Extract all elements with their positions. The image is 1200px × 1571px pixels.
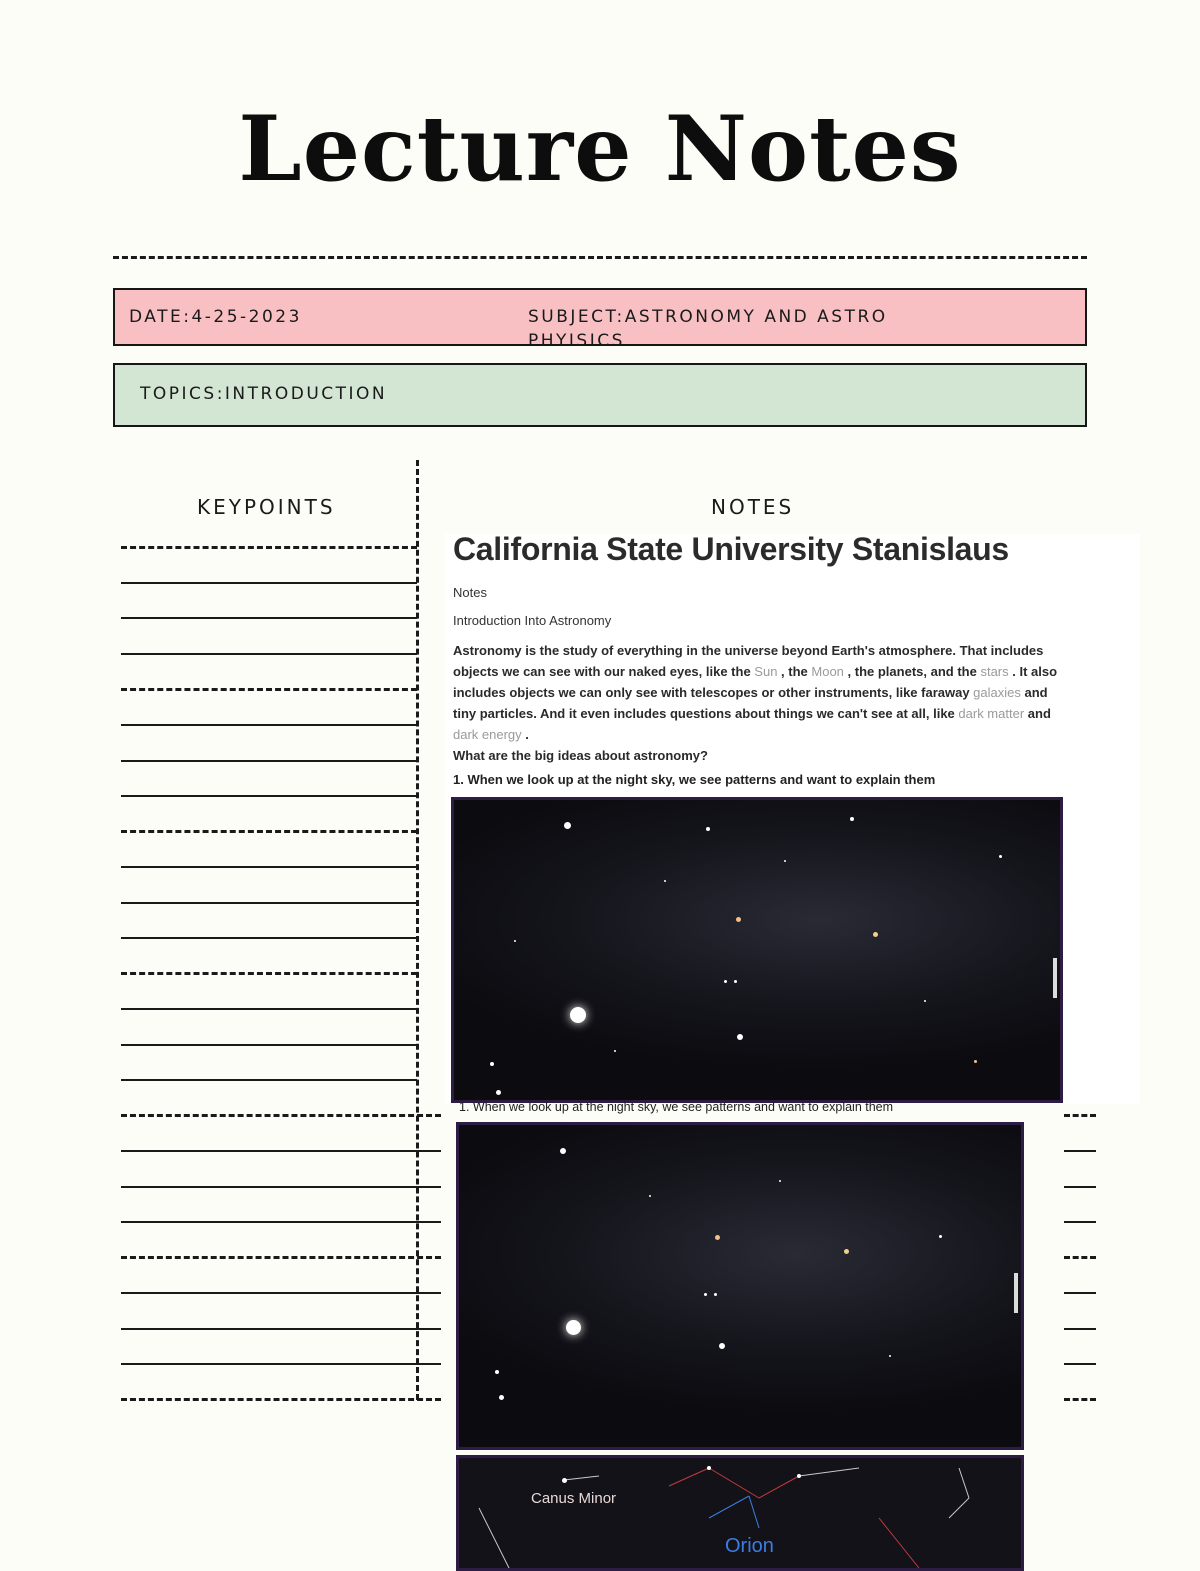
constellation-line — [759, 1476, 799, 1498]
star — [707, 1466, 711, 1470]
rule-line — [121, 1186, 441, 1188]
link-dark-energy[interactable]: dark energy — [453, 727, 522, 742]
star — [495, 1370, 499, 1374]
rule-line — [1064, 1186, 1096, 1188]
rule-line — [121, 724, 417, 726]
subject-field: SUBJECT:ASTRONOMY AND ASTRO — [528, 307, 888, 327]
column-divider — [416, 460, 419, 1400]
constellation-line — [959, 1468, 969, 1498]
date-field: DATE:4-25-2023 — [129, 307, 302, 327]
rule-line — [121, 1221, 441, 1223]
link-stars[interactable]: stars — [980, 664, 1009, 679]
rule-line — [1064, 1328, 1096, 1330]
big-ideas-question: What are the big ideas about astronomy? — [453, 748, 708, 763]
rule-line — [121, 1008, 417, 1010]
star — [715, 1235, 720, 1240]
rule-dashed — [121, 1398, 441, 1401]
para-text: , the — [777, 664, 812, 679]
star — [737, 1034, 743, 1040]
link-moon[interactable]: Moon — [811, 664, 844, 679]
star — [566, 1320, 581, 1335]
constellation-line — [669, 1468, 709, 1486]
rule-dashed — [121, 546, 417, 549]
star — [974, 1060, 977, 1063]
star — [706, 827, 710, 831]
topics-field: TOPICS:INTRODUCTION — [140, 384, 388, 404]
constellation-image — [456, 1455, 1024, 1571]
rule-line — [121, 582, 417, 584]
image-scrollbar[interactable] — [1014, 1273, 1018, 1313]
university-heading: California State University Stanislaus — [453, 531, 1009, 567]
keypoints-heading: KEYPOINTS — [197, 495, 336, 519]
star — [649, 1195, 651, 1197]
point-1: 1. When we look up at the night sky, we see patterns and want to explain them — [453, 772, 936, 787]
star — [734, 980, 737, 983]
night-sky-image-copy — [456, 1122, 1024, 1450]
star — [779, 1180, 781, 1182]
star — [570, 1007, 586, 1023]
rule-line — [1064, 1363, 1096, 1365]
star — [724, 980, 727, 983]
night-sky-image — [451, 797, 1063, 1103]
section-title: Introduction Into Astronomy — [453, 613, 612, 628]
star — [939, 1235, 942, 1238]
star — [499, 1395, 504, 1400]
star — [844, 1249, 849, 1254]
star — [514, 940, 516, 942]
rule-line — [1064, 1221, 1096, 1223]
star — [797, 1474, 801, 1478]
star — [850, 817, 854, 821]
star — [664, 880, 666, 882]
constellation-line — [879, 1518, 919, 1568]
constellation-line — [564, 1476, 599, 1480]
constellation-line — [479, 1508, 509, 1568]
rule-dashed — [1064, 1398, 1096, 1401]
rule-line — [121, 1044, 417, 1046]
label-canus-minor: Canus Minor — [531, 1490, 617, 1507]
link-galaxies[interactable]: galaxies — [973, 685, 1021, 700]
rule-dashed — [121, 688, 417, 691]
constellation-line — [709, 1468, 759, 1498]
constellation-line — [949, 1498, 969, 1518]
star — [564, 822, 571, 829]
star — [999, 855, 1002, 858]
notes-heading: NOTES — [711, 495, 795, 519]
constellation-line — [749, 1496, 759, 1528]
rule-line — [121, 902, 417, 904]
star — [719, 1343, 725, 1349]
rule-dashed — [1064, 1114, 1096, 1117]
link-sun[interactable]: Sun — [754, 664, 778, 679]
rule-line — [121, 653, 417, 655]
rule-dashed — [1064, 1256, 1096, 1259]
rule-line — [1064, 1150, 1096, 1152]
rule-line — [121, 617, 417, 619]
rule-dashed — [121, 1114, 441, 1117]
subject-field-overflow: PHYISICS — [528, 331, 625, 351]
para-text: Astronomy is the study of everything in the universe beyond Earth's atmosphere. That includes objects we can see with our naked eyes, like the — [453, 643, 1044, 679]
rule-line — [121, 1079, 417, 1081]
star — [562, 1478, 567, 1483]
star — [873, 932, 878, 937]
label-orion: Orion — [725, 1535, 774, 1557]
rule-line — [121, 1363, 441, 1365]
rule-line — [121, 1292, 441, 1294]
intro-paragraph — [453, 640, 1063, 766]
star — [924, 1000, 926, 1002]
star — [714, 1293, 717, 1296]
star — [614, 1050, 616, 1052]
notes-label: Notes — [453, 585, 487, 600]
star — [704, 1293, 707, 1296]
topics-bar — [113, 363, 1087, 427]
star — [784, 860, 786, 862]
rule-line — [121, 866, 417, 868]
star — [889, 1355, 891, 1357]
rule-dashed — [121, 830, 417, 833]
link-dark-matter[interactable]: dark matter — [958, 706, 1025, 721]
rule-line — [121, 937, 417, 939]
constellation-line — [799, 1468, 859, 1476]
para-text: and — [1024, 706, 1051, 721]
image-scrollbar[interactable] — [1053, 958, 1057, 998]
rule-dashed — [121, 972, 417, 975]
star — [736, 917, 741, 922]
constellation-line — [709, 1496, 749, 1518]
star — [496, 1090, 501, 1095]
para-text: . It also includes objects we can only see with telescopes or other instruments, like faraway — [453, 664, 1058, 700]
rule-line — [121, 760, 417, 762]
page-title: Lecture Notes — [238, 96, 962, 202]
para-text: , the planets, and the — [843, 664, 981, 679]
para-text: and tiny particles. And it even includes questions about things we can't see at all, like — [453, 685, 1048, 721]
title-divider — [113, 256, 1087, 259]
star — [560, 1148, 566, 1154]
date-subject-bar — [113, 288, 1087, 351]
rule-line — [121, 1328, 441, 1330]
rule-dashed — [121, 1256, 441, 1259]
star — [490, 1062, 494, 1066]
rule-line — [121, 795, 417, 797]
para-text: . — [521, 727, 529, 742]
rule-line — [1064, 1292, 1096, 1294]
rule-line — [121, 1150, 441, 1152]
point-1-repeat: 1. When we look up at the night sky, we see patterns and want to explain them — [459, 1100, 894, 1114]
